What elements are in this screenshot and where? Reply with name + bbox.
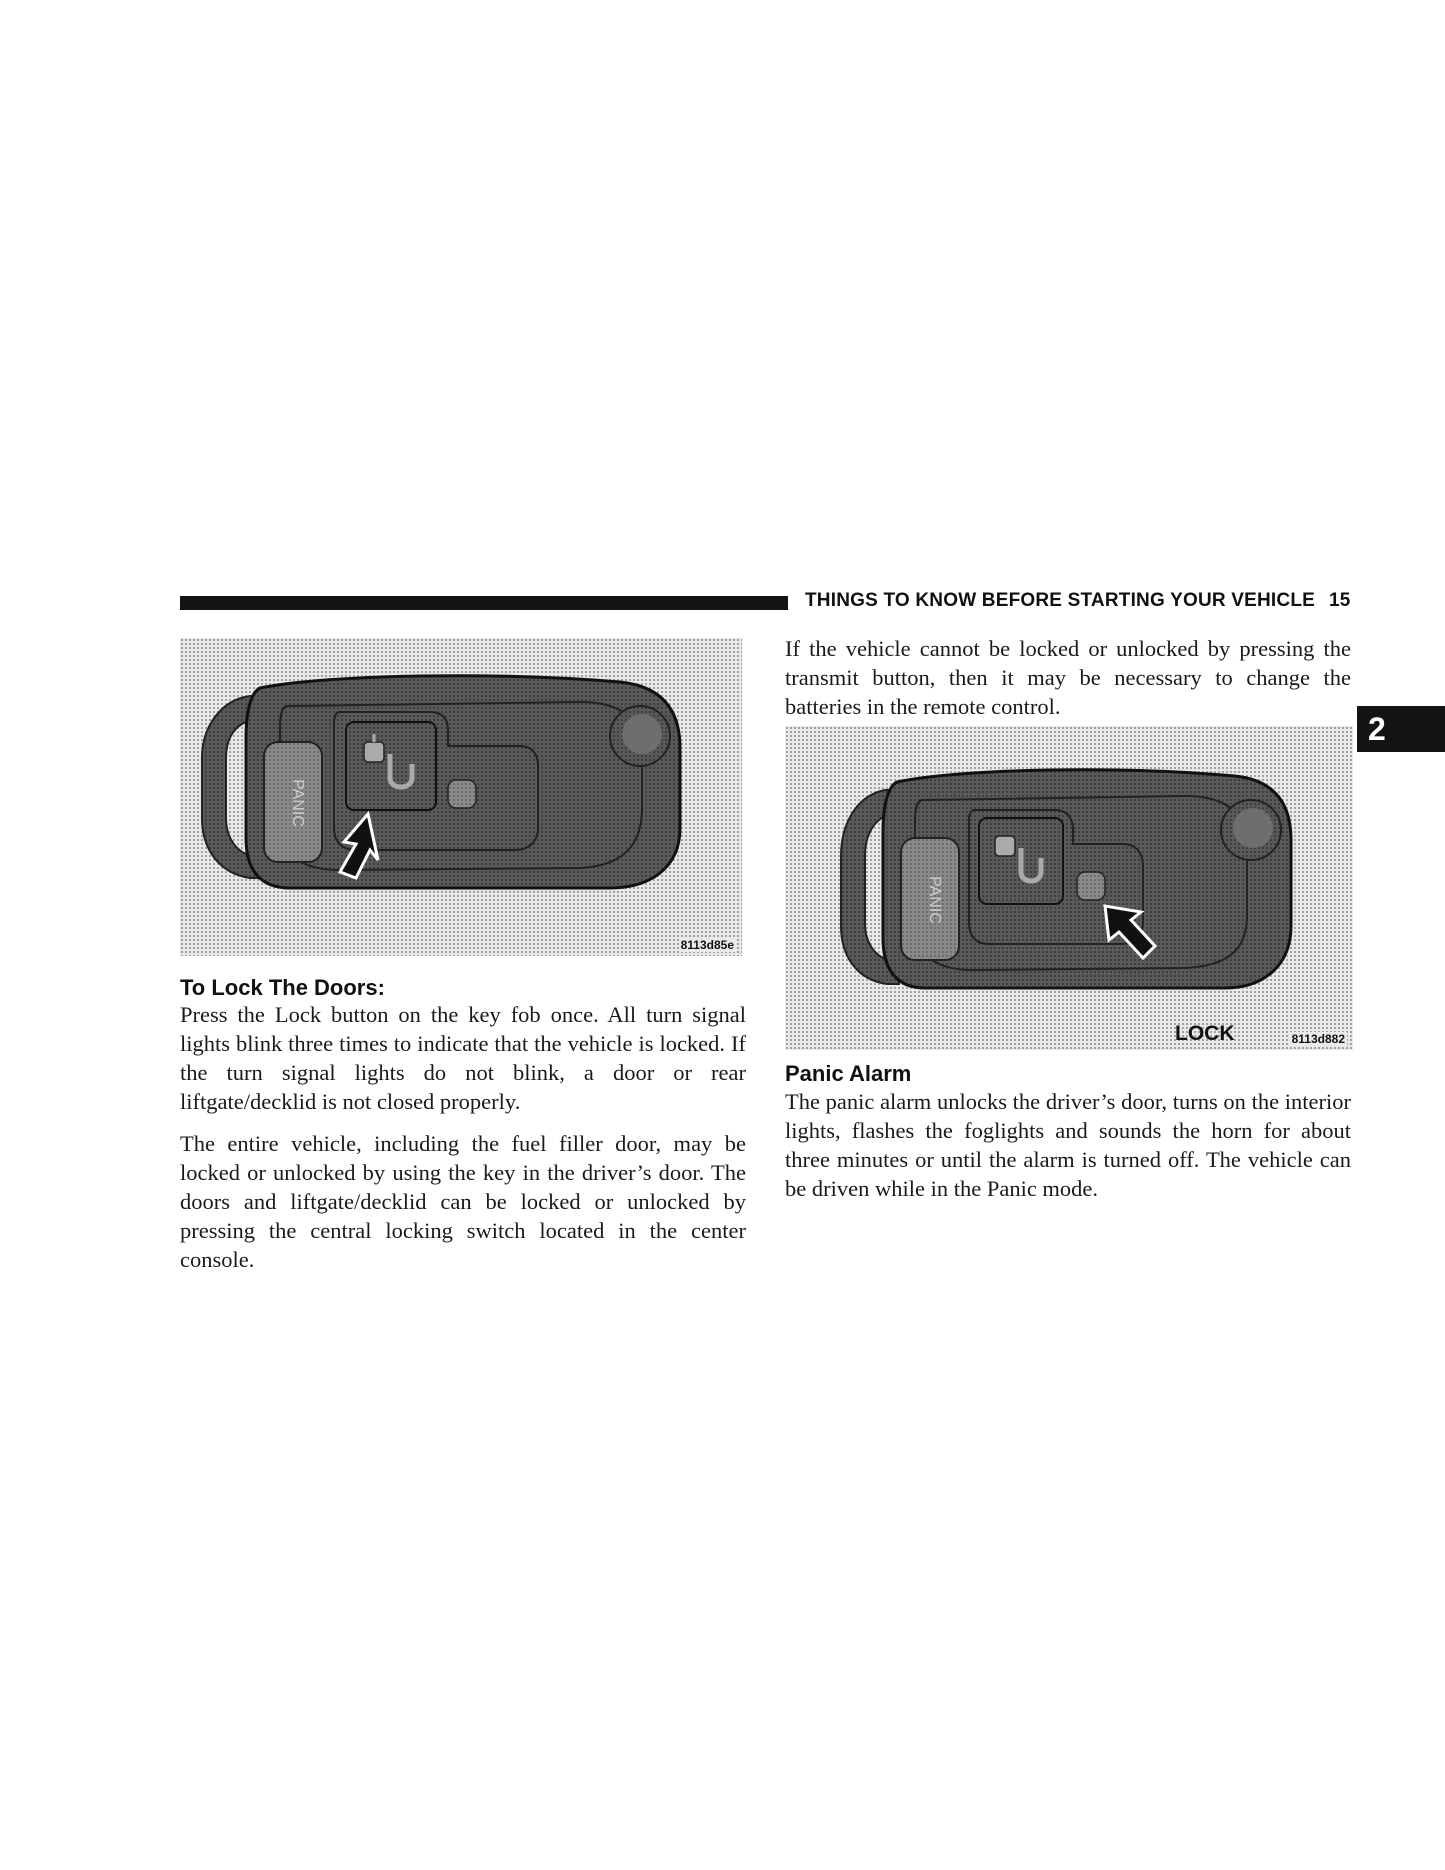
figure-code: 8113d85e	[680, 938, 734, 952]
chapter-tab: 2	[1357, 706, 1445, 752]
lock-icon	[364, 742, 384, 762]
key-fob-panic-figure	[785, 726, 1353, 1050]
key-fob-lock-figure	[180, 638, 742, 956]
paragraph-lock-button: Press the Lock button on the key fob once. All turn signal lights blink three times to indicate that the vehicle is locked. If the turn signal lights do not blink, a door or rear liftgate/decklid is not closed properly.	[180, 1002, 746, 1114]
paragraph-transmit-battery: If the vehicle cannot be locked or unlocked by pressing the transmit button, then it may be necessary to change the batteries in the remote control.	[785, 636, 1351, 719]
section-heading-lock-doors: To Lock The Doors:	[180, 975, 385, 1000]
lock-callout-label: LOCK	[1175, 1022, 1235, 1045]
key-fob-illustration	[785, 726, 1353, 1050]
panic-button-label: PANIC	[926, 876, 943, 924]
page-number: 15	[1329, 590, 1351, 611]
running-head-title: THINGS TO KNOW BEFORE STARTING YOUR VEHICLE	[805, 590, 1316, 611]
running-head	[805, 590, 1351, 618]
lock-icon	[995, 836, 1015, 856]
key-fob-illustration	[180, 638, 742, 956]
paragraph-panic-alarm: The panic alarm unlocks the driver’s door, turns on the interior lights, flashes the foglights and sounds the horn for about three minutes or until the alarm is turned off. The vehicle can be driven while in the Panic mode.	[785, 1089, 1351, 1201]
trunk-icon	[448, 780, 476, 808]
section-heading-panic-alarm: Panic Alarm	[785, 1061, 912, 1086]
trunk-icon	[1077, 872, 1105, 900]
panic-button-label: PANIC	[289, 779, 306, 827]
figure-code: 8113d882	[1291, 1032, 1345, 1046]
paragraph-central-locking: The entire vehicle, including the fuel filler door, may be locked or unlocked by using the key in the driver’s door. The doors and liftgate/decklid can be locked or unlocked by pressing the central locking switch located in the center console.	[180, 1131, 746, 1272]
header-rule	[180, 596, 788, 610]
